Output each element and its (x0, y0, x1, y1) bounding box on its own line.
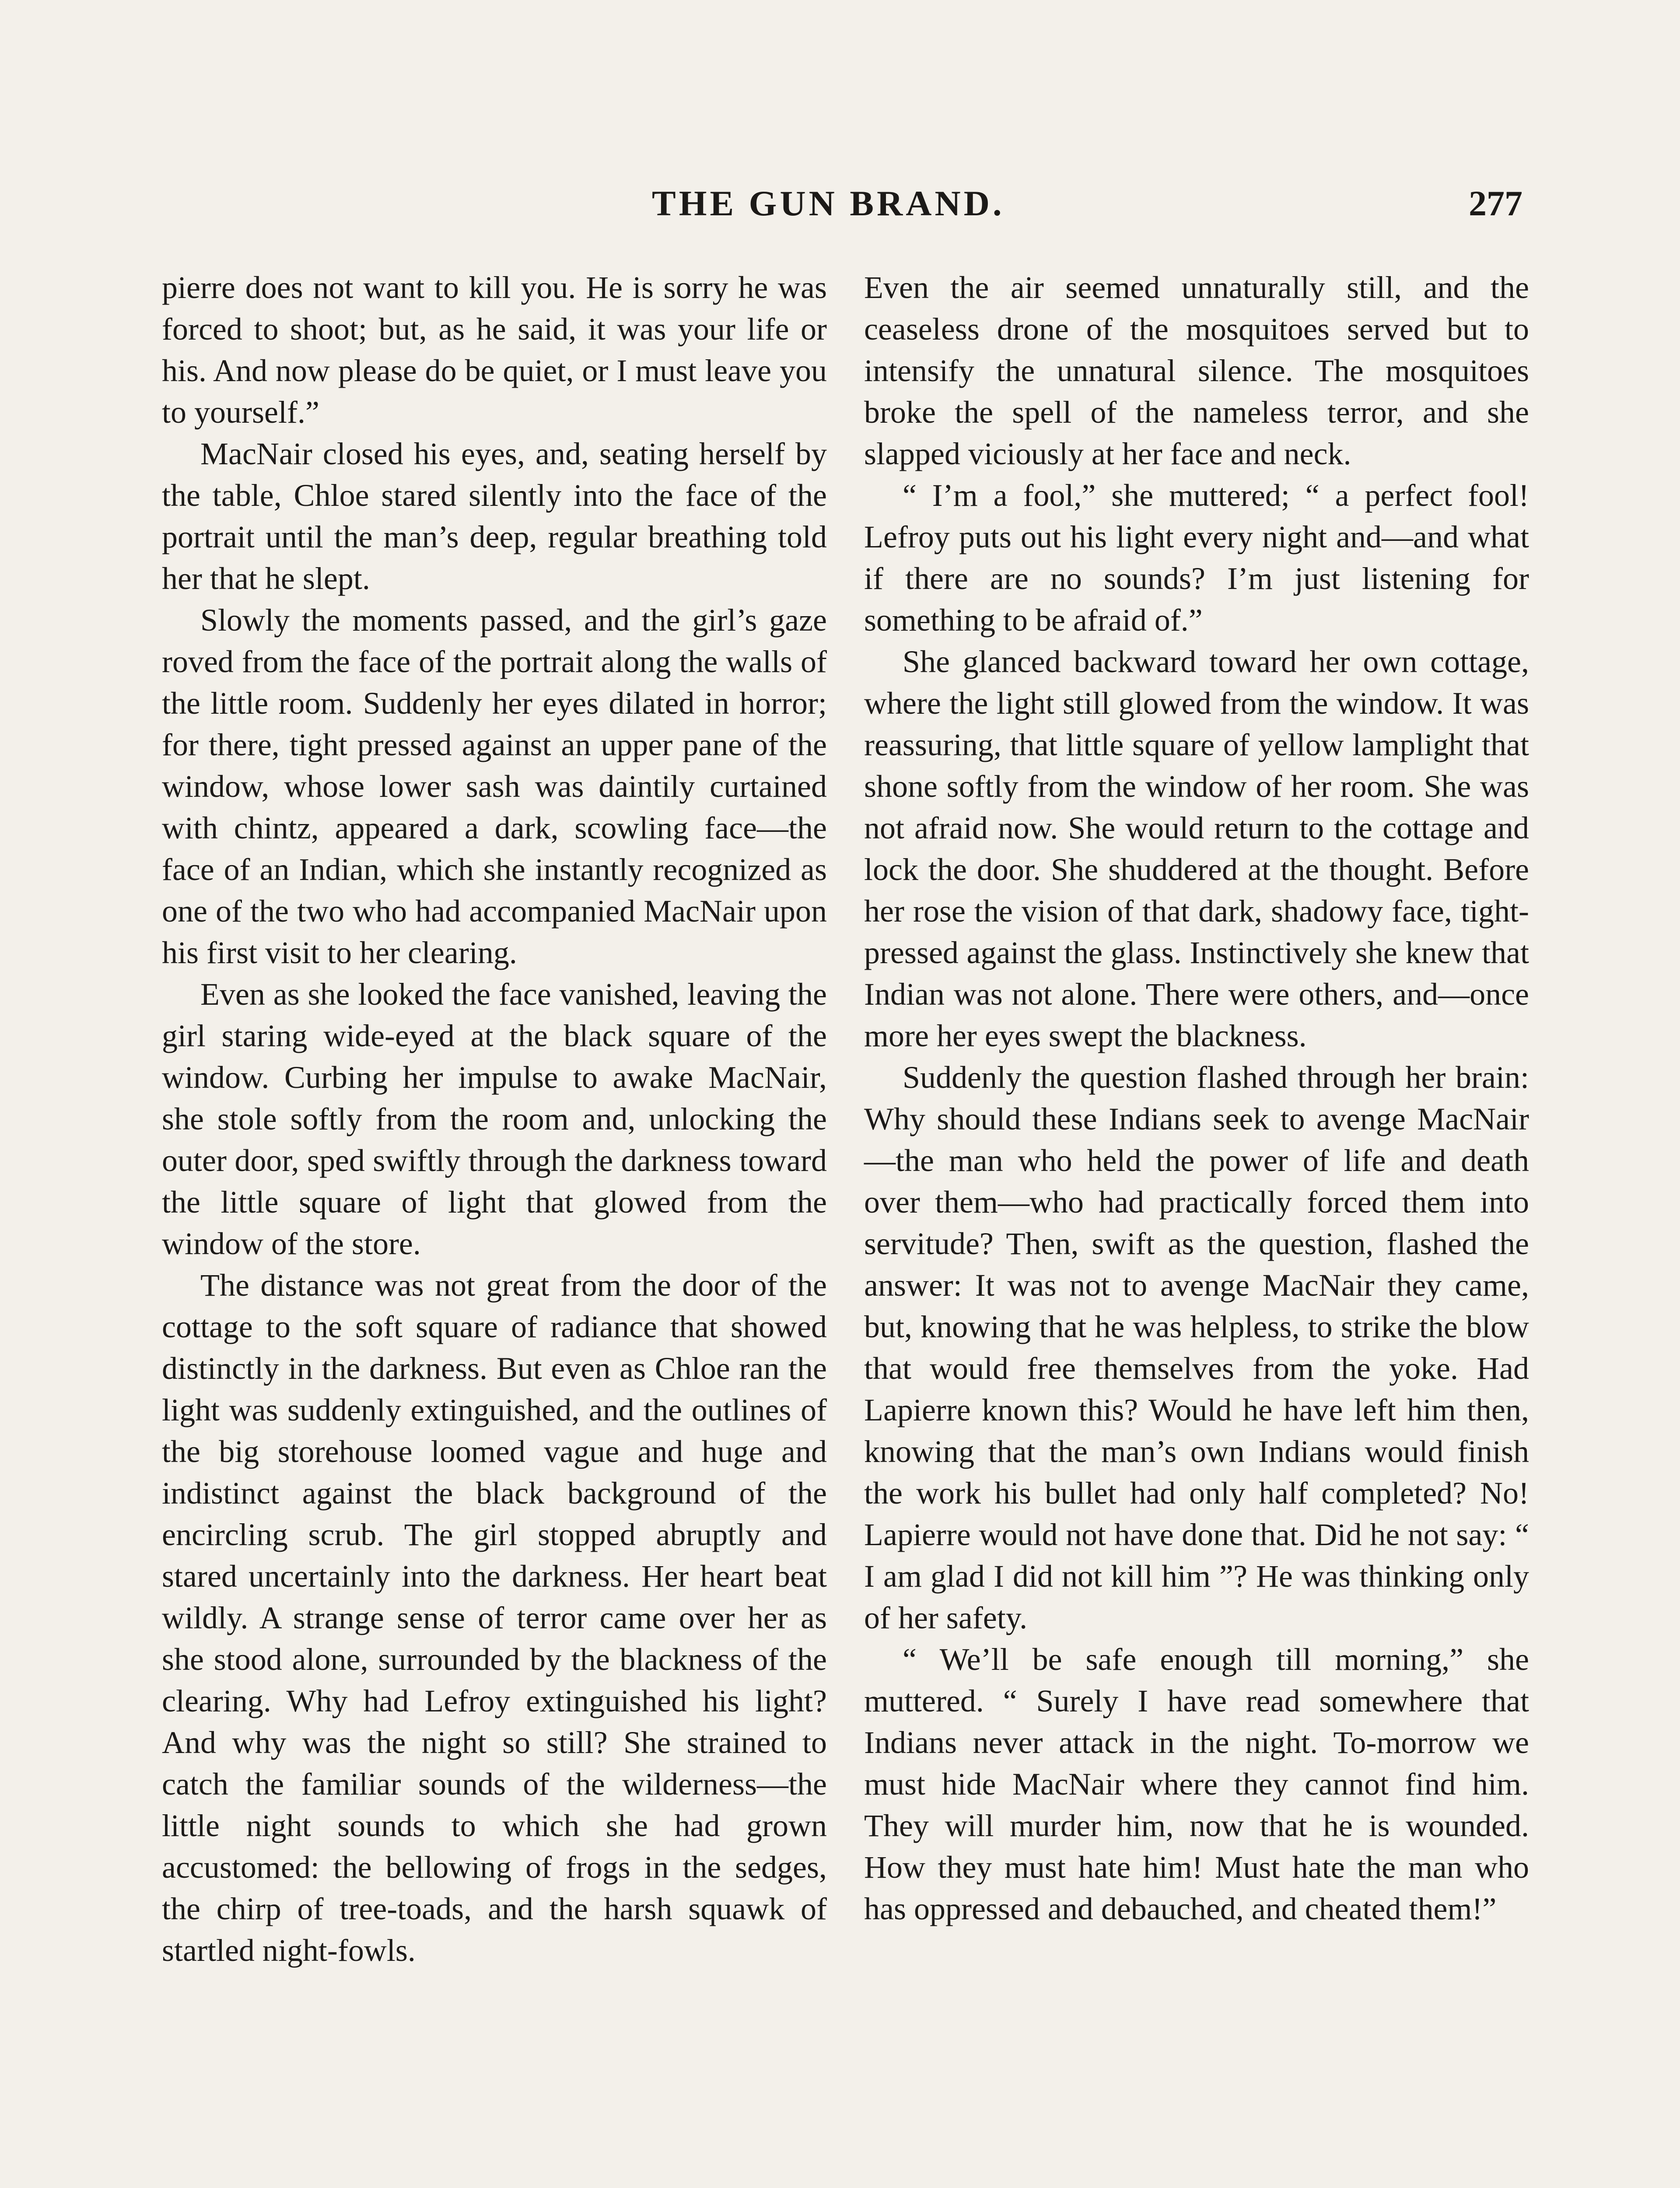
paragraph: Even the air seemed unnaturally still, and the ceaseless drone of the mosquitoes served but to intensify the unnatural silence. The mosquitoes broke the spell of the nameless terror, and she slapped viciously at her face and neck. (864, 270, 1529, 471)
paragraph: “ We’ll be safe enough till morning,” she muttered. “ Surely I have read somewhere that Indians never attack in the night. To-morrow we must hide MacNair where they cannot find him. They will murder him, now that he is wounded. How they must hate him! Must hate the man who has oppressed and debauched, and cheated them!” (864, 1642, 1529, 1926)
right-column (864, 267, 1529, 1930)
paragraph: She glanced backward toward her own cottage, where the light still glowed from the window. It was reassuring, that little square of yellow lamplight that shone softly from the window of her room. She was not afraid now. She would return to the cottage and lock the door. She shuddered at the thought. Before her rose the vision of that dark, shadowy face, tight-pressed against the glass. Instinctively she knew that Indian was not alone. There were others, and—once more her eyes swept the blackness. (864, 644, 1529, 1053)
left-column (162, 267, 827, 1971)
paragraph: “ I’m a fool,” she muttered; “ a perfect fool! Lefroy puts out his light every night and—and what if there are no sounds? I’m just listening for something to be afraid of.” (864, 478, 1529, 638)
paragraph: Slowly the moments passed, and the girl’s gaze roved from the face of the portrait along the walls of the little room. Suddenly her eyes dilated in horror; for there, tight pressed against an upper pane of the window, whose lower sash was daintily curtained with chintz, appeared a dark, scowling face—the face of an Indian, which she instantly recognized as one of the two who had accompanied MacNair upon his first visit to her clearing. (162, 603, 827, 970)
page-number: 277 (1469, 183, 1522, 223)
paragraph: Suddenly the question flashed through her brain: Why should these Indians seek to avenge MacNair—the man who held the power of life and death over them—who had practically forced them into servitude? Then, swift as the question, flashed the answer: It was not to avenge MacNair they came, but, knowing that he was helpless, to strike the blow that would free themselves from the yoke. Had Lapierre known this? Would he have left him then, knowing that the man’s own Indians would finish the work his bullet had only half completed? No! Lapierre would not have done that. Did he not say: “ I am glad I did not kill him ”? He was thinking only of her safety. (864, 1060, 1529, 1635)
page-header (166, 183, 1522, 231)
paragraph: pierre does not want to kill you. He is sorry he was forced to shoot; but, as he said, it was your life or his. And now please do be quiet, or I must leave you to yourself.” (162, 270, 827, 430)
paragraph: The distance was not great from the door of the cottage to the soft square of radiance that showed distinctly in the darkness. But even as Chloe ran the light was suddenly extinguished, and the outlines of the big storehouse loomed vague and huge and indistinct against the black background of the encircling scrub. The girl stopped abruptly and stared uncertainly into the darkness. Her heart beat wildly. A strange sense of terror came over her as she stood alone, surrounded by the blackness of the clearing. Why had Lefroy extinguished his light? And why was the night so still? She strained to catch the familiar sounds of the wilderness—the little night sounds to which she had grown accustomed: the bellowing of frogs in the sedges, the chirp of tree-toads, and the harsh squawk of startled night-fowls. (162, 1268, 827, 1968)
paragraph: MacNair closed his eyes, and, seating herself by the table, Chloe stared silently into the face of the portrait until the man’s deep, regular breathing told her that he slept. (162, 436, 827, 596)
paragraph: Even as she looked the face vanished, leaving the girl staring wide-eyed at the black square of the window. Curbing her impulse to awake MacNair, she stole softly from the room and, unlocking the outer door, sped swiftly through the darkness toward the little square of light that glowed from the window of the store. (162, 977, 827, 1261)
running-title: THE GUN BRAND. (652, 183, 1005, 223)
